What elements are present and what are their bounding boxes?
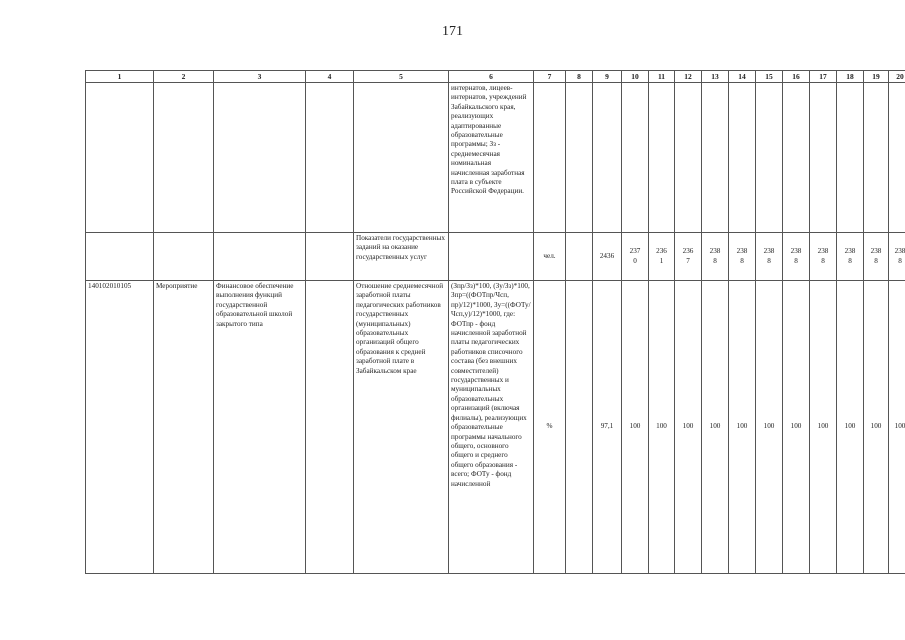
unit-cell: чел. [534, 233, 566, 281]
indicator-name: Отношение среднемесячной заработной платы педагогических работников государственных (муниципальных) образовательных организаций общего образования к средней заработной плате в Забайкальском крае [354, 281, 449, 574]
column-header: 14 [729, 71, 756, 83]
value-top: 236 [656, 247, 667, 256]
value-cell [889, 233, 905, 281]
unit-cell: % [534, 281, 566, 574]
value-cell [649, 233, 675, 281]
value-cell: 100 [810, 281, 837, 574]
value-bottom: 8 [767, 256, 771, 265]
value-top: 238 [870, 247, 882, 256]
value-cell: 100 [783, 281, 810, 574]
value-cell [702, 233, 729, 281]
indicator-name: Показатели государственных заданий на оказание государственных услуг [354, 233, 449, 281]
value-cell [810, 233, 837, 281]
column-header: 4 [306, 71, 354, 83]
value-top: 238 [894, 247, 905, 256]
value-top: 238 [736, 247, 748, 256]
column-header: 15 [756, 71, 783, 83]
table-row [86, 83, 905, 233]
value-cell [864, 233, 889, 281]
column-header: 2 [154, 71, 214, 83]
value-cell [675, 233, 702, 281]
value-cell: 100 [702, 281, 729, 574]
value-cell [756, 233, 783, 281]
value-cell [783, 233, 810, 281]
column-header: 16 [783, 71, 810, 83]
column-header: 1 [86, 71, 154, 83]
value-top: 237 [629, 247, 641, 256]
value-bottom: 1 [659, 256, 664, 265]
column-header: 12 [675, 71, 702, 83]
value-top: 238 [844, 247, 856, 256]
value-bottom: 8 [713, 256, 717, 265]
column-header: 19 [864, 71, 889, 83]
indicator-table [85, 70, 905, 574]
value-bottom: 8 [821, 256, 825, 265]
value-cell: 100 [756, 281, 783, 574]
column-number-row [86, 71, 905, 83]
value-cell: 100 [622, 281, 649, 574]
value-cell: 97,1 [593, 281, 622, 574]
event-name: Финансовое обеспечение выполнения функций государственной образовательной школой закрытого типа [214, 281, 306, 574]
column-header: 17 [810, 71, 837, 83]
value-cell: 100 [675, 281, 702, 574]
value-bottom: 0 [633, 256, 637, 265]
value-top: 2436 [599, 251, 615, 260]
page-number: 171 [442, 24, 463, 39]
indicator-formula: (Зпр/Зз)*100, (Зу/Зз)*100, Зпр=((ФОТпр/Чсп, пр)/12)*1000, Зу=((ФОТу/Чсп,у)/12)*1000, где: ФОТпр - фонд начисленной заработной платы педагогических работников списочного состава (без внешних совместителей) государственных и муниципальных образовательных организаций (включая филиалы), реализующих образовательные программы начального общего, основного общего и среднего общего образования - всего; ФОТу - фонд начисленной [449, 281, 534, 574]
value-cell [837, 233, 864, 281]
value-cell [593, 233, 622, 281]
column-header: 5 [354, 71, 449, 83]
value-top: 236 [682, 247, 694, 256]
table-row [86, 233, 905, 281]
column-header: 11 [649, 71, 675, 83]
value-bottom: 8 [898, 256, 902, 265]
event-type: Мероприятие [154, 281, 214, 574]
value-bottom: 8 [848, 256, 852, 265]
table-row [86, 281, 905, 574]
value-top: 238 [817, 247, 829, 256]
value-cell [729, 233, 756, 281]
column-header: 8 [566, 71, 593, 83]
value-bottom: 8 [794, 256, 798, 265]
column-header: 20 [889, 71, 905, 83]
event-code: 140102010105 [86, 281, 154, 574]
value-top: 238 [790, 247, 802, 256]
value-cell: 100 [729, 281, 756, 574]
value-bottom: 8 [740, 256, 744, 265]
column-header: 7 [534, 71, 566, 83]
value-cell: 100 [837, 281, 864, 574]
column-header: 18 [837, 71, 864, 83]
value-cell: 100 [649, 281, 675, 574]
column-header: 10 [622, 71, 649, 83]
column-header: 3 [214, 71, 306, 83]
value-cell: 100 [864, 281, 889, 574]
value-top: 238 [709, 247, 721, 256]
column-header: 6 [449, 71, 534, 83]
value-bottom: 8 [874, 256, 878, 265]
column-header: 9 [593, 71, 622, 83]
value-bottom: 7 [686, 256, 690, 265]
value-top: 238 [763, 247, 775, 256]
value-cell: 100 [889, 281, 905, 574]
column-header: 13 [702, 71, 729, 83]
formula-continuation: интернатов, лицеев-интернатов, учреждений Забайкальского края, реализующих адаптированные образовательные программы; Зз - среднемесячная номинальная начисленная заработная плата в субъекте Российской Федерации. [449, 83, 534, 233]
value-cell [622, 233, 649, 281]
